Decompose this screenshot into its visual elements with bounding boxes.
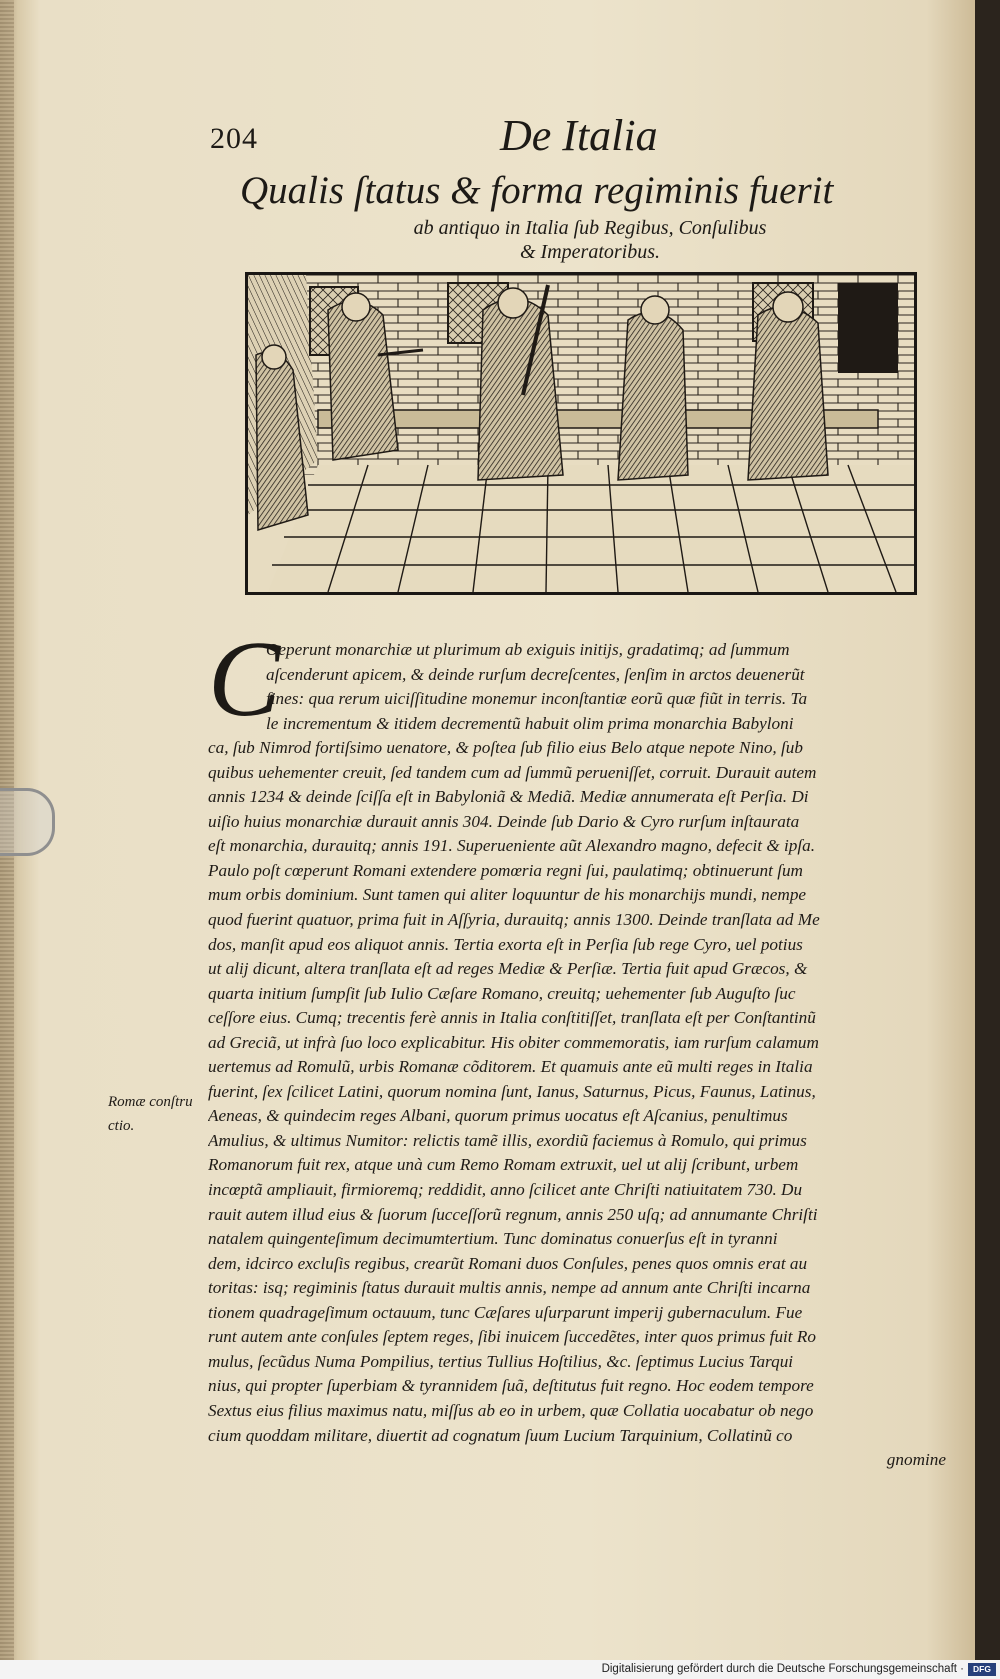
text-line: Amulius, & ultimus Numitor: relictis tamẽ illis, exordiũ faciemus à Romulo, qui primus (208, 1130, 807, 1150)
subtitle-line: ab antiquo in Italia ſub Regibus, Conſulibus (413, 217, 767, 239)
marginal-note-line: ctio. (108, 1118, 135, 1134)
woodcut-scene (248, 275, 914, 592)
text-line: uertemus ad Romulũ, urbis Romanæ cõditorem. Et quamuis ante eũ multi reges in Italia (208, 1057, 813, 1077)
text-line: Aeneas, & quindecim reges Albani, quorum primus uocatus eſt Aſcanius, penultimus (208, 1106, 788, 1126)
text-line: aſcenderunt apicem, & deinde rurſum decreſcentes, ſenſim in arctos deuenerũt (266, 664, 805, 684)
text-line: cium quoddam militare, diuertit ad cognatum ſuum Lucium Tarquinium, Collatinũ co (208, 1425, 793, 1445)
text-line: incœptã ampliauit, firmioremq; reddidit, anno ſcilicet ante Chriſti natiuitatem 730. Du (208, 1180, 803, 1200)
digitization-footer (0, 1660, 1000, 1679)
text-line: ad Greciã, ut infrà ſuo loco explicabitur. His obiter commemoratis, iam rurſum calamum (208, 1032, 819, 1052)
section-subtitle (380, 216, 800, 264)
page-clip (0, 788, 55, 856)
text-line: mulus, ſecũdus Numa Pompilius, tertius Tullius Hoſtilius, &c. ſeptimus Lucius Tarqui (208, 1351, 794, 1371)
text-line: fines: qua rerum uiciſſitudine monemur inconſtantiæ eorũ quæ fiũt in terris. Ta (266, 689, 808, 709)
text-line: ca, ſub Nimrod fortiſsimo uenatore, & poſtea ſub filio eius Belo atque nepote Nino, ſub (208, 738, 803, 758)
funding-credit: Digitalisierung gefördert durch die Deutsche Forschungsgemeinschaft · (601, 1663, 964, 1675)
text-line: annis 1234 & deinde ſciſſa eſt in Babyloniã & Mediã. Mediæ annumerata eſt Perſia. Di (208, 787, 809, 807)
subtitle-line: & Imperatoribus. (520, 241, 660, 263)
text-line: Sextus eius filius maximus natu, miſſus ab eo in urbem, quæ Collatia uocabatur ob nego (208, 1400, 814, 1420)
page-number: 204 (210, 122, 258, 155)
text-line: rauit autem illud eius & ſuorum ſucceſſorũ regnum, annis 250 uſq; ad annumante Chriſti (208, 1204, 818, 1224)
text-line: quibus uehementer creuit, ſed tandem cum ad ſummũ perueniſſet, corruit. Durauit autem (208, 762, 817, 782)
running-head: De Italia (500, 111, 658, 160)
book-edge (975, 0, 1000, 1679)
text-line: natalem quingenteſimum decimumtertium. Tunc dominatus conuerſus eſt in tyranni (208, 1229, 778, 1249)
body-text (208, 638, 946, 1473)
marginal-note-line: Romæ conſtru (108, 1094, 193, 1110)
text-line: fuerint, ſex ſcilicet Latini, quorum nomina ſunt, Ianus, Saturnus, Picus, Faunus, Latinus, (208, 1081, 816, 1101)
text-line: Paulo poſt cœperunt Romani extendere pomœria regni ſui, paulatimq; obtinuerunt ſum (208, 860, 803, 880)
text-line: eſt monarchia, durauitq; annis 191. Superueniente aũt Alexandro magno, defecit & ipſa. (208, 836, 816, 856)
text-line: gnomine (886, 1450, 946, 1470)
text-line: Oeperunt monarchiæ ut plurimum ab exiguis initijs, gradatimq; ad ſummum (266, 640, 790, 659)
text-line: nius, qui propter ſuperbiam & tyrannidem ſuã, deſtitutus fuit regno. Hoc eodem tempore (208, 1376, 814, 1396)
marginal-note (108, 1090, 208, 1138)
text-line: runt autem ante conſules ſeptem reges, ſibi inuicem ſuccedẽtes, inter quos primus fuit Ro (208, 1327, 816, 1347)
text-line: ceſſore eius. Cumq; trecentis ferè annis in Italia conſtitiſſet, tranſlata eſt per Conſtantinũ (208, 1008, 816, 1028)
text-line: quarta initium ſumpſit ſub Iulio Cæſare Romano, creuitq; uehementer ſub Auguſto ſuc (208, 983, 796, 1003)
text-line: quod fuerint quatuor, prima fuit in Aſſyria, durauitq; annis 1300. Deinde tranſlata ad Me (208, 910, 820, 930)
text-line: toritas: isq; regiminis ſtatus durauit multis annis, nempe ad annum ante Chriſti incarna (208, 1278, 811, 1298)
section-title: Qualis ſtatus & forma regiminis fuerit (240, 169, 834, 212)
drop-cap-initial: C (208, 620, 281, 739)
text-line: ut alij dicunt, altera tranſlata eſt ad reges Mediæ & Perſiæ. Tertia fuit apud Græcos, & (208, 959, 808, 979)
text-line: Romanorum fuit rex, atque unà cum Remo Romam extruxit, uel ut alij ſcribunt, urbem (208, 1155, 799, 1175)
text-line: dos, manſit apud eos aliquot annis. Tertia exorta eſt in Perſia ſub rege Cyro, uel potius (208, 934, 803, 954)
woodcut-illustration (245, 272, 917, 595)
text-line: mum orbis dominium. Sunt tamen qui aliter loquuntur de his monarchijs mundi, nempe (208, 885, 807, 905)
text-line: uiſio huius monarchiæ durauit annis 304. Deinde ſub Dario & Cyro rurſum inſtaurata (208, 811, 800, 831)
dfg-logo: DFG (968, 1663, 996, 1676)
text-line: tionem quadrageſimum octauum, tunc Cæſares uſurparunt imperij gubernaculum. Fue (208, 1302, 803, 1322)
text-line: dem, idcirco excluſis regibus, crearũt Romani duos Conſules, penes quos omnis erat au (208, 1253, 808, 1273)
text-line: le incrementum & itidem decrementũ habuit olim prima monarchia Babyloni (266, 713, 794, 733)
